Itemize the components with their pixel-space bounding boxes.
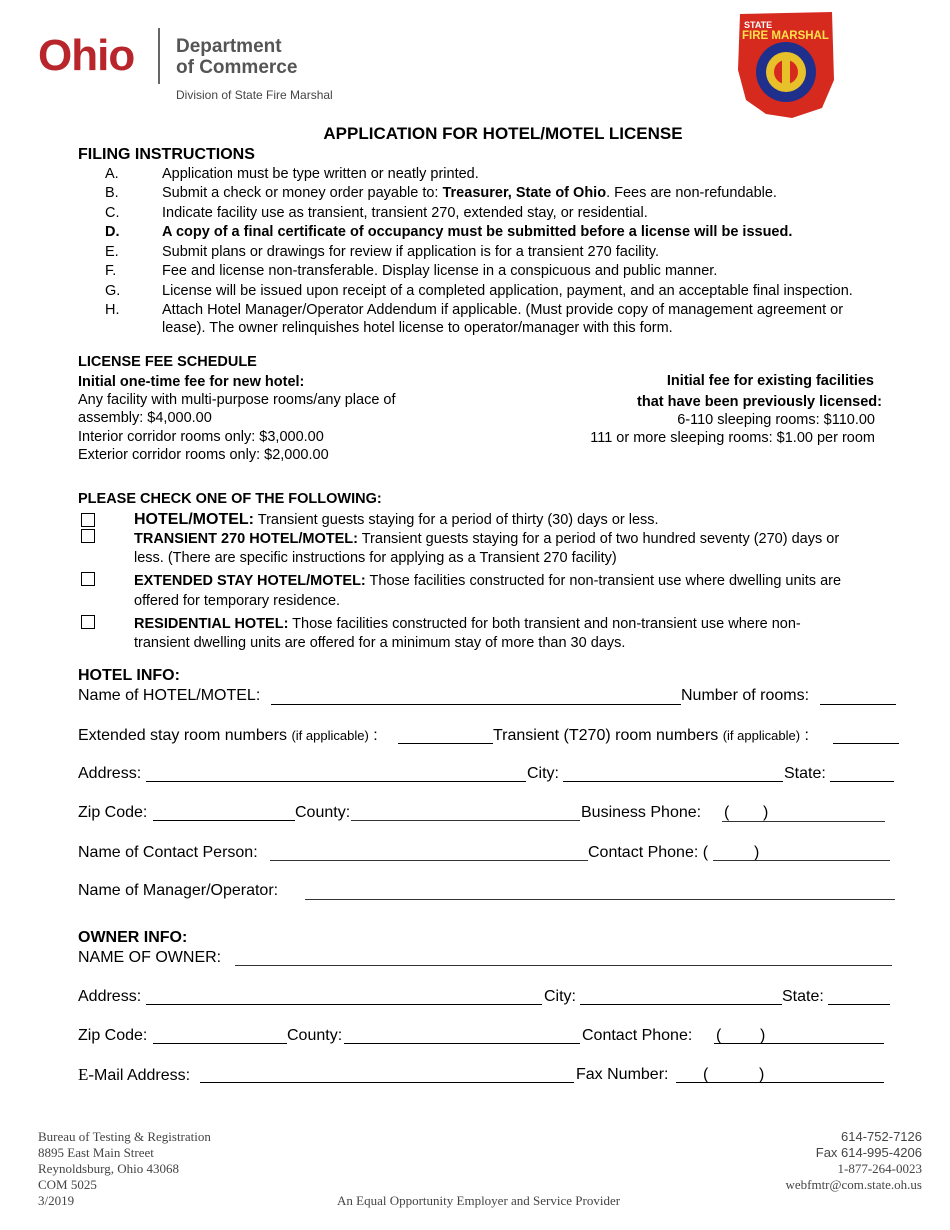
owner-zip-field[interactable] bbox=[153, 1043, 287, 1044]
instruction-text: Attach Hotel Manager/Operator Addendum if applicable. (Must provide copy of management agreement or bbox=[162, 302, 844, 318]
business-phone-field[interactable] bbox=[722, 821, 885, 822]
contact-person-field[interactable] bbox=[270, 860, 588, 861]
instruction-letter: F. bbox=[105, 263, 117, 279]
existing-fee-line: 6-110 sleeping rooms: $110.00 bbox=[677, 412, 875, 428]
footer-contact bbox=[785, 1129, 922, 1193]
instruction-payee: Treasurer, State of Ohio bbox=[442, 185, 607, 201]
hotel-zip-label: Zip Code: bbox=[78, 804, 148, 821]
owner-contact-phone-open-paren: ( bbox=[716, 1027, 722, 1044]
extended-stay-checkbox[interactable] bbox=[81, 572, 95, 586]
t270-rooms-field[interactable] bbox=[833, 743, 899, 744]
instruction-letter: H. bbox=[105, 302, 120, 318]
option-label: TRANSIENT 270 HOTEL/MOTEL: bbox=[134, 531, 358, 547]
option-desc: Transient guests staying for a period of thirty (30) days or less. bbox=[253, 512, 659, 528]
hotel-address-field[interactable] bbox=[146, 781, 526, 782]
new-hotel-fee-line: assembly: $4,000.00 bbox=[78, 410, 212, 426]
instruction-text: Indicate facility use as transient, transient 270, extended stay, or residential. bbox=[162, 205, 648, 221]
owner-zip-label: Zip Code: bbox=[78, 1027, 148, 1044]
footer-line: Reynoldsburg, Ohio 43068 bbox=[38, 1161, 179, 1176]
hotel-name-field[interactable] bbox=[271, 704, 681, 705]
hotel-state-field[interactable] bbox=[830, 781, 894, 782]
t270-rooms-label bbox=[493, 727, 809, 745]
footer-address bbox=[38, 1129, 211, 1209]
option-residential bbox=[134, 615, 801, 633]
header-divider bbox=[158, 28, 160, 84]
instruction-text: Fee and license non-transferable. Display license in a conspicuous and public manner. bbox=[162, 263, 718, 279]
fee-heading: LICENSE FEE SCHEDULE bbox=[78, 354, 257, 370]
hotel-state-label: State: bbox=[784, 765, 826, 782]
instruction-c bbox=[105, 204, 648, 224]
instruction-text: A copy of a final certificate of occupancy must be submitted before a license will be issued. bbox=[162, 224, 793, 240]
fax-field[interactable] bbox=[676, 1082, 884, 1083]
instruction-letter: G. bbox=[105, 283, 121, 299]
existing-fee-line: 111 or more sleeping rooms: $1.00 per room bbox=[590, 430, 875, 446]
instruction-text: Submit plans or drawings for review if application is for a transient 270 facility. bbox=[162, 244, 659, 260]
rooms-field[interactable] bbox=[820, 704, 896, 705]
option-transient-270-cont: less. (There are specific instructions for applying as a Transient 270 facility) bbox=[134, 550, 617, 566]
new-hotel-fee-heading: Initial one-time fee for new hotel: bbox=[78, 374, 305, 390]
instruction-g bbox=[105, 282, 853, 302]
business-phone-label: Business Phone: bbox=[581, 804, 702, 821]
email-label bbox=[78, 1066, 190, 1085]
option-label: RESIDENTIAL HOTEL: bbox=[134, 616, 289, 632]
footer-email: webfmtr@com.state.oh.us bbox=[785, 1177, 922, 1192]
page-title: APPLICATION FOR HOTEL/MOTEL LICENSE bbox=[323, 124, 683, 143]
owner-city-label: City: bbox=[544, 988, 576, 1005]
option-extended-stay bbox=[134, 572, 841, 590]
option-label: HOTEL/MOTEL: bbox=[134, 511, 254, 528]
instruction-d bbox=[105, 223, 792, 243]
footer-phone: 614-752-7126 bbox=[841, 1129, 922, 1144]
check-heading: PLEASE CHECK ONE OF THE FOLLOWING: bbox=[78, 491, 382, 507]
extended-stay-rooms-label bbox=[78, 727, 378, 745]
option-residential-cont: transient dwelling units are offered for a minimum stay of more than 30 days. bbox=[134, 635, 626, 651]
fax-label: Fax Number: bbox=[576, 1066, 669, 1083]
email-label-text: Mail Address: bbox=[94, 1067, 191, 1084]
hotel-info-heading: HOTEL INFO: bbox=[78, 667, 180, 684]
footer-line: Bureau of Testing & Registration bbox=[38, 1129, 211, 1144]
hotel-county-field[interactable] bbox=[351, 820, 580, 821]
footer-line: 8895 East Main Street bbox=[38, 1145, 154, 1160]
hotel-city-field[interactable] bbox=[563, 781, 783, 782]
instruction-text: lease). The owner relinquishes hotel license to operator/manager with this form. bbox=[162, 320, 673, 336]
hotel-motel-checkbox[interactable] bbox=[81, 513, 95, 527]
owner-county-label: County: bbox=[287, 1027, 343, 1044]
instruction-text: . Fees are non-refundable. bbox=[606, 185, 777, 201]
owner-state-field[interactable] bbox=[828, 1004, 890, 1005]
instruction-text: Application must be type written or neatly printed. bbox=[162, 166, 479, 182]
option-desc: Those facilities constructed for both transient and non-transient use where non- bbox=[288, 616, 801, 632]
email-label-prefix: E- bbox=[78, 1065, 95, 1084]
fax-open-paren: ( bbox=[703, 1066, 709, 1083]
option-hotel-motel bbox=[134, 511, 659, 529]
instruction-h bbox=[105, 301, 843, 321]
instruction-text: License will be issued upon receipt of a completed application, payment, and an acceptable final inspection. bbox=[162, 283, 853, 299]
owner-info-heading: OWNER INFO: bbox=[78, 929, 188, 946]
division-name: Division of State Fire Marshal bbox=[176, 88, 333, 102]
hotel-contact-phone-field[interactable] bbox=[713, 860, 890, 861]
t270-small: (if applicable) bbox=[722, 728, 801, 743]
department-line1: Department bbox=[176, 36, 282, 57]
new-hotel-fee-line: Exterior corridor rooms only: $2,000.00 bbox=[78, 447, 329, 463]
instruction-a bbox=[105, 165, 479, 185]
hotel-county-label: County: bbox=[295, 804, 351, 821]
filing-heading: FILING INSTRUCTIONS bbox=[78, 146, 255, 163]
owner-contact-phone-field[interactable] bbox=[714, 1043, 884, 1044]
instruction-letter: A. bbox=[105, 166, 119, 182]
owner-address-label: Address: bbox=[78, 988, 142, 1005]
colon: : bbox=[373, 727, 378, 744]
t270-label: Transient (T270) room numbers bbox=[493, 727, 719, 744]
email-field[interactable] bbox=[200, 1082, 574, 1083]
instruction-letter: C. bbox=[105, 205, 120, 221]
owner-contact-phone-label: Contact Phone: bbox=[582, 1027, 693, 1044]
instruction-text: Submit a check or money order payable to: bbox=[162, 185, 443, 201]
seal-top-text: STATE bbox=[744, 20, 773, 30]
footer-tollfree: 1-877-264-0023 bbox=[837, 1161, 922, 1176]
transient-270-checkbox[interactable] bbox=[81, 529, 95, 543]
fire-marshal-seal bbox=[736, 10, 836, 120]
existing-fee-heading: that have been previously licensed: bbox=[637, 394, 882, 410]
instruction-e bbox=[105, 243, 659, 263]
option-extended-stay-cont: offered for temporary residence. bbox=[134, 593, 341, 609]
colon: : bbox=[804, 727, 809, 744]
ext-small: (if applicable) bbox=[291, 728, 369, 743]
business-phone-open-paren: ( bbox=[724, 804, 730, 821]
owner-contact-phone-close-paren: ) bbox=[760, 1027, 766, 1044]
extended-stay-rooms-field[interactable] bbox=[398, 743, 493, 744]
instruction-f bbox=[105, 262, 717, 282]
owner-address-field[interactable] bbox=[146, 1004, 542, 1005]
hotel-name-label: Name of HOTEL/MOTEL: bbox=[78, 687, 261, 704]
owner-name-field[interactable] bbox=[235, 965, 892, 966]
new-hotel-fee-line: Interior corridor rooms only: $3,000.00 bbox=[78, 429, 324, 445]
residential-checkbox[interactable] bbox=[81, 615, 95, 629]
footer-line: 3/2019 bbox=[38, 1193, 75, 1208]
new-hotel-fee-line: Any facility with multi-purpose rooms/any place of bbox=[78, 392, 396, 408]
rooms-label: Number of rooms: bbox=[681, 687, 810, 704]
hotel-city-label: City: bbox=[527, 765, 559, 782]
existing-fee-heading: Initial fee for existing facilities bbox=[666, 373, 874, 389]
seal-title-text: FIRE MARSHAL bbox=[742, 30, 829, 42]
option-transient-270 bbox=[134, 530, 839, 548]
instruction-b bbox=[105, 184, 777, 204]
footer-line: COM 5025 bbox=[38, 1177, 97, 1192]
ohio-logo bbox=[38, 30, 148, 82]
hotel-contact-phone-label: Contact Phone: ( bbox=[588, 844, 709, 861]
instruction-letter: D. bbox=[105, 224, 120, 240]
business-phone-close-paren: ) bbox=[763, 804, 769, 821]
department-line2: of Commerce bbox=[176, 57, 298, 78]
instruction-h-cont bbox=[162, 319, 673, 339]
footer-eeo: An Equal Opportunity Employer and Service Provider bbox=[337, 1193, 621, 1208]
manager-field[interactable] bbox=[305, 899, 895, 900]
instruction-letter: E. bbox=[105, 244, 119, 260]
option-desc: Those facilities constructed for non-transient use where dwelling units are bbox=[365, 573, 842, 589]
contact-person-label: Name of Contact Person: bbox=[78, 844, 258, 861]
option-label: EXTENDED STAY HOTEL/MOTEL: bbox=[134, 573, 366, 589]
footer-fax: Fax 614-995-4206 bbox=[815, 1145, 922, 1160]
hotel-address-label: Address: bbox=[78, 765, 142, 782]
option-desc: Transient guests staying for a period of two hundred seventy (270) days or bbox=[357, 531, 840, 547]
manager-label: Name of Manager/Operator: bbox=[78, 882, 279, 899]
fax-close-paren: ) bbox=[759, 1066, 765, 1083]
ext-label: Extended stay room numbers bbox=[78, 727, 287, 744]
owner-state-label: State: bbox=[782, 988, 824, 1005]
hotel-zip-field[interactable] bbox=[153, 820, 295, 821]
owner-city-field[interactable] bbox=[580, 1004, 782, 1005]
hotel-contact-phone-close-paren: ) bbox=[754, 844, 760, 861]
instruction-letter: B. bbox=[105, 185, 119, 201]
owner-county-field[interactable] bbox=[344, 1043, 580, 1044]
owner-name-label: NAME OF OWNER: bbox=[78, 949, 222, 966]
ohio-logo-text: Ohio bbox=[38, 31, 135, 80]
